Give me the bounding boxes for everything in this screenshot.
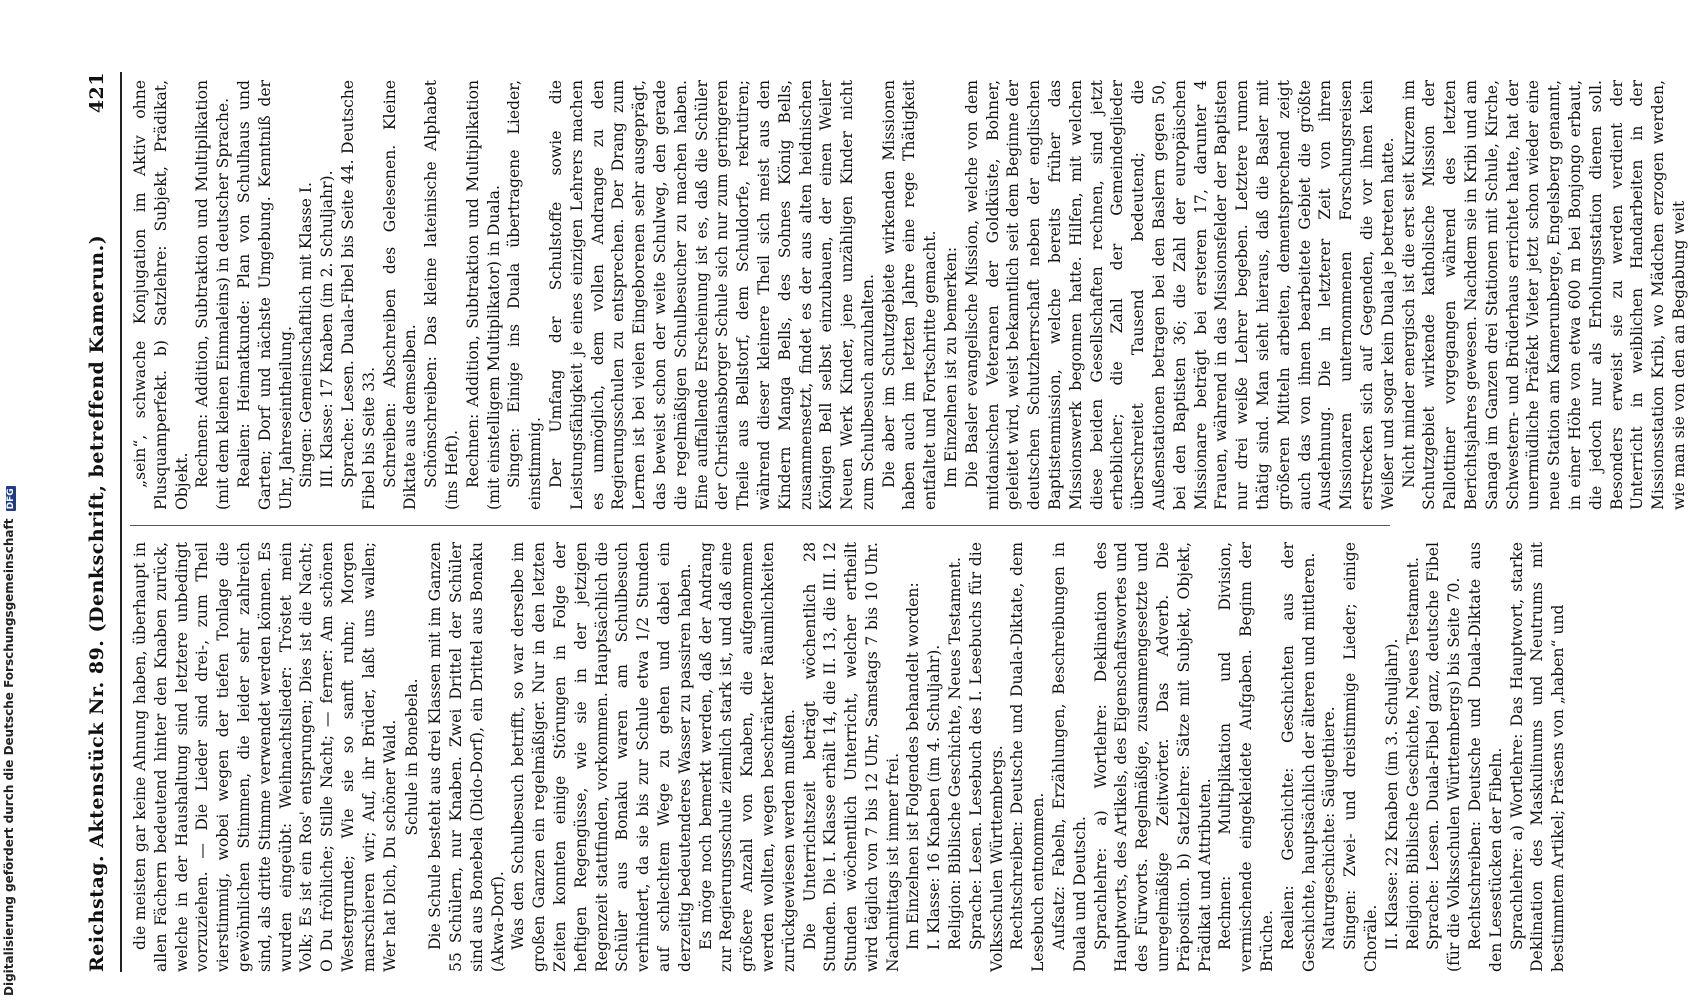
left-column-paragraph: Rechtschreiben: Deutsche und Duala-Diktate aus den Lesestücken der Fibeln. [1466, 542, 1505, 972]
left-column-paragraph: II. Klasse: 22 Knaben (im 3. Schuljahr). [1382, 638, 1401, 950]
left-column-paragraph: Im Einzelnen ist Folgendes behandelt worden: [904, 582, 923, 950]
digitization-note-text: Digitalisierung gefördert durch die Deutsche Forschungsgemeinschaft [2, 518, 16, 996]
right-column-paragraph: Rechnen: Addition, Subtraktion und Multiplikation (mit einstelligem Multiplikator) in Duala. [463, 80, 503, 510]
right-column-paragraph: Schönschreiben: Das kleine lateinische Alphabet (ins Heft). [422, 80, 461, 510]
left-column-paragraph: Die Unterrichtszeit beträgt wöchentlich 28 Stunden. Die I. Klasse erhält 14, die II. 13, die III. 12 Stunden wöchentlich Unterricht, welcher ertheilt wird täglich von 7 bis 12 Uhr, Samstags 7 bis 10 Uhr. Nachmittags ist immer frei. [800, 542, 902, 972]
left-column-paragraph: Realien: Geschichte: Geschichten aus der Geschichte, hauptsächlich der älteren und mittleren. [1278, 542, 1318, 972]
page-number: 421 [86, 72, 108, 114]
right-column [130, 80, 1688, 510]
left-column-paragraph: Sprachlehre: a) Wortlehre: Deklination des Hauptworts, des Artikels, des Eigenschaftswortes und des Fürworts. Regelmäßige, zusammengesetzte und unregelmäßige Zeitwörter. Das Adverb. Die Präposition. b) Satzlehre: Sätze mit Subjekt, Objekt, Prädikat und Attributen. [1091, 542, 1214, 972]
left-column-paragraph: Schule in Bonebela. [403, 678, 422, 836]
right-column-paragraph: Die Basler evangelische Mission, welche von dem mitdanischen Veteranen der Goldküste, Bohner, geleitet wird, weist bekanntlich seit dem Beginne der deutschen Schutzherrschaft neben der englischen Baptistenmission, welche bereits früher das Missionswerk begonnen hatte. Hilfen, mit welchen diese beiden Gesellschaften rechnen, sind jetzt erheblicher; die Zahl der Gemeindeglieder überschreitet Tausend bedeutend; die Außenstationen betragen bei den Baslern gegen 50, bei den Baptisten 36; die Zahl der europäischen Missionare beträgt bei ersteren 17, darunter 4 Frauen, während in das Missionsfelder der Baptisten nur drei weiße Lehrer begeben. Letztere rumen thätig sind. Man sieht hieraus, daß die Basler mit größeren Mitteln arbeiten, dementsprechend zeigt auch das von ihnen bearbeitete Gebiet die größte Ausdehnung. Die in letzterer Zeit von ihren Missionaren unternommenen Forschungsreisen erstrecken sich auf Gegenden, die vor ihnen kein Weißer und sogar kein Duala je betreten hatte. [962, 80, 1397, 510]
left-column-paragraph: Sprache: Lesen. Duala-Fibel ganz, deutsche Fibel (für die Volksschulen Württembergs) bis Seite 70. [1424, 542, 1464, 972]
left-column-paragraph: Religion: Biblische Geschichte, Neues Testament. [946, 557, 965, 950]
right-column-paragraph: Der Umfang der Schulstoffe sowie die Leistungsfähigkeit je eines einzigen Lehrers machen es unmöglich, dem vollen Andrange zu den Regierungsschulen zu entsprechen. Der Drang zum Lernen ist bei vielen Eingeborenen sehr ausgeprägt, das beweist schon der weite Schulweg, den gerade die regelmäßigen Schulbesucher zu machen haben. Eine auffallende Erscheinung ist es, daß die Schüler der Christiansborger Schule sich nur zum geringeren Theile aus Bellstorf, dem Schuldorfe, rekrutiren; während dieser kleinere Theil sich meist aus den Kindern Manga Bells, des Sohnes König Bells, zusammensetzt, findet es der aus alten heidnischen Königen Bell selbst einzubauen, der einen Weiler Neuen Werk Kinder, jene unzähligen Kinder nicht zum Schulbesuch anzuhalten. [546, 80, 877, 510]
right-column-paragraph: Singen: Gemeinschaftlich mit Klasse I. [297, 182, 316, 488]
left-column-paragraph: Was den Schulbesuch betrifft, so war derselbe im großen Ganzen ein regelmäßiger. Nur in den letzten Zeiten konnten einige Störungen in Folge der heftigen Regengüsse, wie sie in der jetzigen Regenzeit stattfinden, vorkommen. Hauptsächlich die Schüler aus Bonaku waren am Schulbesuch verhindert, da sie bis zur Schule etwa 1/2 Stunden auf schlechtem Wege zu gehen und dabei ein derzeitig bedeutenderes Wasser zu passiren haben. [509, 542, 694, 972]
right-column-paragraph: „sein“, schwache Konjugation im Aktiv ohne Plusquamperfekt. b) Satzlehre: Subjekt, Prädikat, Objekt. [131, 80, 191, 510]
left-column-paragraph: I. Klasse: 16 Knaben (im 4. Schuljahr). [925, 644, 944, 950]
right-column-paragraph: Im Einzelnen ist zu bemerken: [942, 246, 961, 488]
right-column-paragraph: Nicht minder energisch ist die erst seit Kurzem im Schutzgebiet wirkende katholische Mission der Pallottiner vorgegangen während des letzten Berichtsjahres gewesen. Nachdem sie in Kribi und am Sanaga im Ganzen drei Stationen mit Schule, Kirche, Schwestern- und Brüderhaus errichtet hatte, hat der unermüdliche Präfekt Vieter jetzt schon wieder eine neue Station am Kamerunberge, Engelsberg genannt, in einer Höhe von etwa 600 m bei Bonjongo erbaut, die jedoch nur als Erholungsstation dienen soll. Besonders erweist sie zu werden verdient der Unterricht in weiblichen Handarbeiten in der Missionsstation Kribi, wo Mädchen erzogen werden, wie man sie von den an Begabung weit [1399, 80, 1688, 510]
header-rule [120, 72, 122, 972]
left-column-paragraph: Aufsatz: Fabeln, Erzählungen, Beschreibungen in Duala und Deutsch. [1050, 542, 1089, 972]
right-column-paragraph: Sprache: Lesen. Duala-Fibel bis Seite 44. Deutsche Fibel bis Seite 33. [338, 80, 378, 510]
left-column-paragraph: Naturgeschichte: Säugethiere. [1320, 706, 1339, 950]
left-column-paragraph: Rechtschreiben: Deutsche und Duala-Diktate, dem Lesebuch entnommen. [1008, 542, 1048, 972]
right-column-paragraph: Schreiben: Abschreiben des Gelesenen. Kleine Diktate aus demselben. [380, 80, 420, 510]
left-column-paragraph: die meisten gar keine Ahnung haben, überhaupt in allen Fächern bedeutend hinter den Knaben zurück, welche in der Haushaltung sind letztere unbedingt vorzuziehen. — Die Lieder sind drei-, zum Theil vierstimmig, wobei wegen der tiefen Tonlage die gewöhnlichen Stimmen, die leider sehr zahlreich sind, als dritte Stimme verwendet werden können. Es wurden eingeübt: Weihnachtslieder: Tröstet mein Volk; Es ist ein Ros' entsprungen; Dies ist die Nacht; O Du fröhliche; Stille Nacht; — ferner: Am schönen Westergrunde; Wie sie so sanft ruhn; Morgen marschieren wir; Auf, ihr Brüder, laßt uns wallen; Wer hat Dich, Du schöner Wald. [131, 542, 399, 972]
right-column-paragraph: III. Klasse: 17 Knaben (im 2. Schuljahr). [318, 170, 337, 488]
right-column-paragraph: Realien: Heimatkunde: Plan von Schulhaus und Garten; Dorf und nächste Umgebung. Kenntniß der Uhr, Jahreseintheilung. [234, 80, 295, 510]
left-column-paragraph: Sprache: Lesen. Lesebuch des I. Lesebuchs für die Volksschulen Württembergs. [966, 542, 1006, 972]
right-column-paragraph: Singen: Einige ins Duala übertragene Lieder, einstimmig. [505, 80, 545, 510]
left-column-paragraph: Sprachlehre: a) Wortlehre: Das Hauptwort, starke Deklination des Maskulinums und Neutrums mit bestimmtem Artikel; Präsens von „haben“ und [1507, 542, 1568, 972]
right-column-paragraph: Die aber im Schutzgebiete wirkenden Missionen haben auch im letzten Jahre eine rege Thätigkeit entfaltet und Fortschritte gemacht. [879, 80, 940, 510]
page-header [86, 72, 122, 972]
left-column-paragraph: Rechnen: Multiplikation und Division, vermischende eingekleidete Aufgaben. Beginn der Brüche. [1216, 542, 1277, 972]
column-divider [130, 525, 1390, 526]
right-column-paragraph: Rechnen: Addition, Subtraktion und Multiplikation (mit dem kleinen Einmaleins) in deutscher Sprache. [193, 80, 233, 510]
running-title: Reichstag. Aktenstück Nr. 89. (Denkschrift, betreffend Kamerun.) [86, 234, 108, 972]
left-column-paragraph: Singen: Zwei- und dreistimmige Lieder; einige Choräle. [1341, 542, 1381, 972]
left-column [130, 542, 1568, 972]
dfg-logo: DFG [6, 488, 16, 510]
document-page [86, 52, 1688, 972]
left-column-paragraph: Die Schule besteht aus drei Klassen mit im Ganzen 55 Schülern, nur Knaben. Zwei Drittel der Schüler sind aus Bonebela (Dido-Dorf), ein Drittel aus Bonaku (Akwa-Dorf). [426, 542, 507, 972]
left-column-paragraph: Es möge noch bemerkt werden, daß der Andrang zur Regierungsschule ziemlich stark ist, und daß eine größere Anzahl von Knaben, die aufgenommen werden wollten, wegen beschränkter Räumlichkeiten zurückgewiesen werden mußten. [696, 542, 798, 972]
left-column-paragraph: Religion: Biblische Geschichte, Neues Testament. [1403, 557, 1422, 950]
digitization-note [2, 486, 16, 996]
